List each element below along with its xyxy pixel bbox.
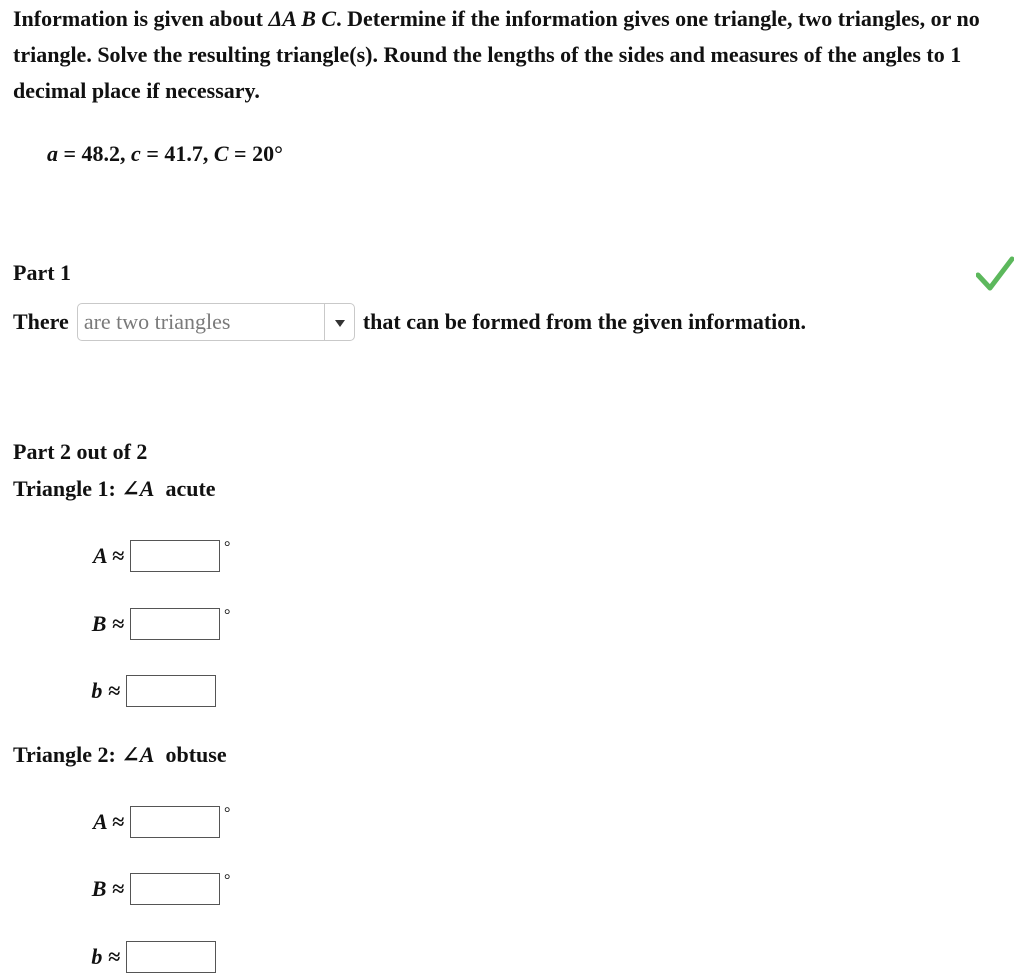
triangle1-title-suffix: acute bbox=[154, 476, 216, 501]
given-a-var: a bbox=[47, 141, 58, 166]
triangle1-angle-a-label: A ≈ bbox=[92, 543, 124, 568]
triangle2-angle-a-input[interactable] bbox=[130, 806, 220, 838]
chevron-down-icon[interactable] bbox=[335, 320, 345, 327]
select-value: are two triangles bbox=[83, 309, 231, 334]
given-c-var: c bbox=[131, 141, 141, 166]
sentence-start: There bbox=[13, 309, 69, 334]
triangle2-angle-b-label: B ≈ bbox=[91, 876, 124, 901]
triangle2-angle-a-label: A ≈ bbox=[92, 809, 124, 834]
triangle1-angle-a-row bbox=[10, 539, 230, 573]
part1-title: Part 1 bbox=[13, 260, 72, 285]
triangle2-title-suffix: obtuse bbox=[154, 742, 227, 767]
degree-symbol: ° bbox=[224, 607, 231, 624]
triangle2-side-b-row bbox=[10, 940, 216, 974]
triangle1-title bbox=[13, 474, 216, 504]
triangle2-title-prefix: Triangle 2: bbox=[13, 742, 122, 767]
check-icon bbox=[976, 255, 1014, 293]
triangle1-side-b-label: b ≈ bbox=[91, 678, 120, 703]
triangle1-side-b-row bbox=[10, 674, 216, 708]
sentence-end: that can be formed from the given information. bbox=[362, 309, 807, 334]
degree-symbol: ° bbox=[224, 805, 231, 822]
prompt-text-end: . Determine if the information gives one triangle, two triangles, or no triangle. Solve the resulting triangle(s). Round the lengths of the sides and measures of the angles to 1 decimal place if necessary. bbox=[13, 6, 980, 103]
triangle1-angle-b-label: B ≈ bbox=[91, 611, 124, 636]
triangle2-angle-b-input[interactable] bbox=[130, 873, 220, 905]
select-divider bbox=[324, 304, 325, 340]
angle-a-symbol: ∠A bbox=[121, 742, 155, 767]
part1-sentence bbox=[13, 302, 806, 342]
triangle-abc-symbol: ΔA B C bbox=[268, 6, 337, 31]
triangle1-title-prefix: Triangle 1: bbox=[13, 476, 122, 501]
angle-a-symbol: ∠A bbox=[121, 476, 155, 501]
given-a-value: = 48.2, bbox=[58, 141, 132, 166]
question-prompt bbox=[13, 1, 1003, 109]
given-C-var: C bbox=[213, 141, 229, 166]
triangle1-angle-b-row bbox=[10, 607, 230, 641]
part2-title: Part 2 out of 2 bbox=[13, 439, 148, 464]
triangle-count-select[interactable] bbox=[77, 303, 355, 341]
degree-symbol: ° bbox=[224, 539, 231, 556]
prompt-text-start: Information is given about bbox=[13, 6, 269, 31]
triangle2-title bbox=[13, 740, 227, 770]
triangle1-angle-a-input[interactable] bbox=[130, 540, 220, 572]
triangle2-angle-a-row bbox=[10, 805, 230, 839]
triangle1-angle-b-input[interactable] bbox=[130, 608, 220, 640]
triangle2-side-b-label: b ≈ bbox=[91, 944, 120, 969]
triangle1-side-b-input[interactable] bbox=[126, 675, 216, 707]
given-C-value: = 20° bbox=[228, 141, 283, 166]
given-c-value: = 41.7, bbox=[140, 141, 214, 166]
degree-symbol: ° bbox=[224, 872, 231, 889]
given-values bbox=[47, 138, 283, 170]
triangle2-side-b-input[interactable] bbox=[126, 941, 216, 973]
triangle2-angle-b-row bbox=[10, 872, 230, 906]
